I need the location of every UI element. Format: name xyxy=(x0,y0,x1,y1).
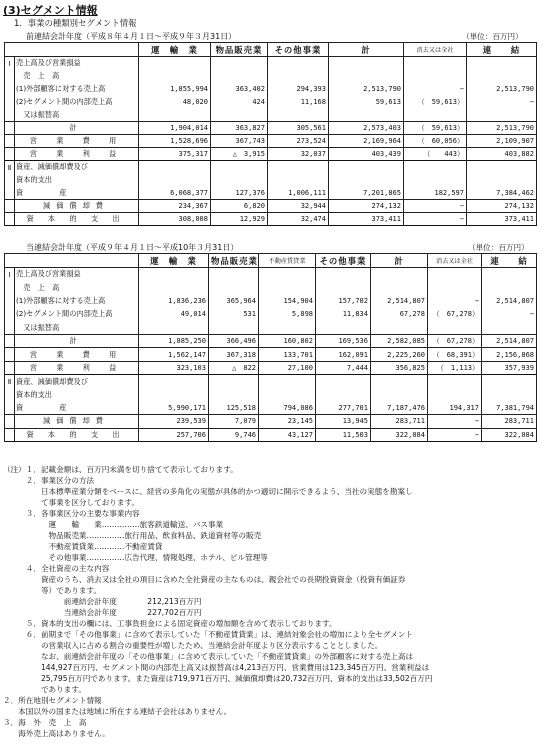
cell-value: 283,711 xyxy=(482,415,537,428)
table-row xyxy=(5,268,537,281)
row-label: (1)外部顧客に対する売上高 xyxy=(15,294,139,307)
cell-value: 367,743 xyxy=(211,135,268,148)
cell-value: − xyxy=(404,83,467,96)
section-marker xyxy=(5,348,15,361)
cell-value xyxy=(268,174,329,187)
cell-value: 7,384,462 xyxy=(467,187,537,200)
cell-value xyxy=(209,388,259,401)
section-marker xyxy=(5,415,15,428)
cell-value: （ 67,278） xyxy=(428,334,482,347)
table-row xyxy=(5,361,537,374)
note-line: なお、前連結会計年度の「その他事業」に含めて表示していた「不動産賃貸業」の外部顧客に対する売上高は xyxy=(3,652,414,661)
cell-value: 2,513,790 xyxy=(329,83,404,96)
row-label: 営 業 利 益 xyxy=(15,361,139,374)
row-label: 資 産 xyxy=(15,187,139,200)
cell-value: △ 3,915 xyxy=(211,148,268,161)
cell-value: 5,898 xyxy=(259,308,316,321)
header-blank xyxy=(5,254,139,268)
cell-value xyxy=(371,388,428,401)
cell-value: 305,561 xyxy=(268,122,329,135)
cell-value: 2,514,807 xyxy=(371,294,428,307)
cell-value: 403,439 xyxy=(329,148,404,161)
cell-value xyxy=(467,161,537,174)
cell-value: 11,168 xyxy=(268,96,329,109)
section1-period: 前連結会計年度（平成８年４月１日〜平成９年３月31日） xyxy=(26,32,237,41)
table-row xyxy=(5,334,537,347)
column-header: 計 xyxy=(371,254,428,268)
cell-value: 7,187,476 xyxy=(371,401,428,414)
cell-value: − xyxy=(482,308,537,321)
cell-value: − xyxy=(428,294,482,307)
section-marker xyxy=(5,122,15,135)
cell-value: 7,079 xyxy=(209,415,259,428)
cell-value xyxy=(259,281,316,294)
note-line: （注）１．記載金額は、百万円未満を切り捨てて表示しております。 xyxy=(3,465,238,474)
cell-value xyxy=(428,375,482,388)
cell-value xyxy=(329,174,404,187)
cell-value: 366,496 xyxy=(209,334,259,347)
cell-value: 194,317 xyxy=(428,401,482,414)
cell-value: 2,573,403 xyxy=(329,122,404,135)
row-label: 資本的支出 xyxy=(15,388,139,401)
row-label: 計 xyxy=(15,122,139,135)
section-marker: Ⅰ xyxy=(5,268,15,281)
row-label: 営 業 費 用 xyxy=(15,135,139,148)
cell-value xyxy=(467,57,537,70)
note-line: ３．各事業区分の主要な事業内容 xyxy=(3,509,140,518)
column-header: 運 輸 業 xyxy=(139,254,209,268)
cell-value: （ 67,278） xyxy=(428,308,482,321)
cell-value xyxy=(211,70,268,83)
cell-value xyxy=(428,321,482,334)
cell-value xyxy=(329,70,404,83)
cell-value: 1,006,111 xyxy=(268,187,329,200)
cell-value: 1,562,147 xyxy=(139,348,209,361)
table-row xyxy=(5,135,537,148)
note-line: 海外売上高はありません。 xyxy=(3,729,110,738)
cell-value xyxy=(139,375,209,388)
cell-value xyxy=(404,57,467,70)
cell-value xyxy=(404,161,467,174)
section1-heading: 1．事業の種類別セグメント情報 xyxy=(14,18,137,28)
cell-value xyxy=(371,321,428,334)
cell-value: − xyxy=(428,428,482,441)
cell-value: 6,820 xyxy=(211,200,268,213)
table-row xyxy=(5,174,537,187)
row-label: 資 産 xyxy=(15,401,139,414)
note-line: ６．前期まで「その他事業」に含めて表示していた「不動産賃貸業」は、連結対象会社の増加により全セグメント xyxy=(3,630,413,639)
cell-value: 67,278 xyxy=(371,308,428,321)
cell-value xyxy=(316,388,371,401)
cell-value xyxy=(259,321,316,334)
column-header: 消去又は全社 xyxy=(404,43,467,57)
cell-value: 283,711 xyxy=(371,415,428,428)
section-marker xyxy=(5,109,15,122)
cell-value xyxy=(467,70,537,83)
table-row xyxy=(5,187,537,200)
table-row xyxy=(5,388,537,401)
cell-value: （ 443） xyxy=(404,148,467,161)
table-row xyxy=(5,122,537,135)
table-row xyxy=(5,57,537,70)
cell-value xyxy=(211,57,268,70)
cell-value: − xyxy=(404,200,467,213)
cell-value xyxy=(371,375,428,388)
cell-value xyxy=(482,388,537,401)
cell-value xyxy=(139,57,211,70)
notes-block xyxy=(3,464,432,739)
cell-value xyxy=(268,70,329,83)
cell-value: 367,318 xyxy=(209,348,259,361)
cell-value: 133,701 xyxy=(259,348,316,361)
section-marker xyxy=(5,96,15,109)
cell-value xyxy=(371,268,428,281)
cell-value: 1,885,250 xyxy=(139,334,209,347)
section-marker xyxy=(5,187,15,200)
cell-value xyxy=(139,388,209,401)
cell-value xyxy=(482,281,537,294)
section-marker xyxy=(5,174,15,187)
cell-value xyxy=(316,375,371,388)
table-row xyxy=(5,148,537,161)
cell-value xyxy=(428,281,482,294)
note-line: 前連結会計年度 212,213百万円 xyxy=(3,597,202,606)
cell-value: 182,597 xyxy=(404,187,467,200)
note-line: 物品販売業……………旅行用品、飲食料品、鉄道資材等の販売 xyxy=(3,531,262,540)
cell-value xyxy=(316,281,371,294)
page-title: (3)セグメント情報 xyxy=(3,4,98,17)
cell-value: 2,156,868 xyxy=(482,348,537,361)
cell-value xyxy=(482,375,537,388)
cell-value: （ 59,613） xyxy=(404,96,467,109)
table-row xyxy=(5,83,537,96)
section1-unit: （単位：百万円） xyxy=(462,32,523,41)
cell-value: 162,091 xyxy=(316,348,371,361)
column-header: 連 結 xyxy=(467,43,537,57)
cell-value xyxy=(268,109,329,122)
column-header: 消去又は全社 xyxy=(428,254,482,268)
cell-value xyxy=(316,268,371,281)
cell-value: （ 60,056） xyxy=(404,135,467,148)
row-label: 資産、減価償却費及び xyxy=(15,161,139,174)
cell-value: 9,746 xyxy=(209,428,259,441)
cell-value xyxy=(211,161,268,174)
segment-table-curr xyxy=(4,253,537,442)
cell-value xyxy=(211,174,268,187)
cell-value xyxy=(268,161,329,174)
cell-value xyxy=(467,109,537,122)
note-line: 本国以外の国または地域に所在する連結子会社はありません。 xyxy=(3,707,232,716)
row-label: 計 xyxy=(15,334,139,347)
table-row xyxy=(5,375,537,388)
cell-value: 403,882 xyxy=(467,148,537,161)
section-marker xyxy=(5,428,15,441)
cell-value xyxy=(139,109,211,122)
note-line: ２．所在地別セグメント情報 xyxy=(3,696,102,705)
cell-value: 32,037 xyxy=(268,148,329,161)
cell-value: − xyxy=(404,213,467,226)
section-marker xyxy=(5,135,15,148)
cell-value xyxy=(209,268,259,281)
cell-value: 48,020 xyxy=(139,96,211,109)
cell-value xyxy=(329,57,404,70)
column-header: 物品販売業 xyxy=(209,254,259,268)
table-row xyxy=(5,348,537,361)
cell-value: 2,169,964 xyxy=(329,135,404,148)
cell-value: 2,513,790 xyxy=(467,122,537,135)
cell-value: 59,613 xyxy=(329,96,404,109)
note-line: 資産のうち、消去又は全社の項目に含めた全社資産の主なものは、親会社での長期投資資金（投資有価証券 xyxy=(3,575,406,584)
cell-value: 357,939 xyxy=(482,361,537,374)
cell-value xyxy=(329,109,404,122)
cell-value: 160,802 xyxy=(259,334,316,347)
table-row xyxy=(5,281,537,294)
cell-value: 373,411 xyxy=(467,213,537,226)
cell-value: 27,100 xyxy=(259,361,316,374)
cell-value: 1,855,994 xyxy=(139,83,211,96)
section-marker xyxy=(5,401,15,414)
row-label: 減価償却費 xyxy=(15,415,139,428)
cell-value: 277,701 xyxy=(316,401,371,414)
row-label: 売 上 高 xyxy=(15,70,139,83)
cell-value xyxy=(259,268,316,281)
note-line: て事業を区分しております。 xyxy=(3,498,140,507)
table-row xyxy=(5,428,537,441)
cell-value: 239,539 xyxy=(139,415,209,428)
cell-value xyxy=(316,321,371,334)
section-marker: Ⅱ xyxy=(5,161,15,174)
cell-value: （ 1,113） xyxy=(428,361,482,374)
section-marker xyxy=(5,281,15,294)
cell-value: 157,702 xyxy=(316,294,371,307)
cell-value: 424 xyxy=(211,96,268,109)
cell-value: 363,402 xyxy=(211,83,268,96)
cell-value xyxy=(482,268,537,281)
table-row xyxy=(5,308,537,321)
cell-value: 531 xyxy=(209,308,259,321)
note-line: 当連結会計年度 227,702百万円 xyxy=(3,608,202,617)
cell-value: 154,904 xyxy=(259,294,316,307)
cell-value: 2,109,907 xyxy=(467,135,537,148)
section-marker xyxy=(5,200,15,213)
table-row xyxy=(5,401,537,414)
cell-value: − xyxy=(428,415,482,428)
table-row xyxy=(5,96,537,109)
cell-value: （ 59,613） xyxy=(404,122,467,135)
note-line: 運 輸 業……………旅客鉄道輸送、バス事業 xyxy=(3,520,224,529)
cell-value: 323,103 xyxy=(139,361,209,374)
table-row xyxy=(5,109,537,122)
cell-value: 125,518 xyxy=(209,401,259,414)
cell-value xyxy=(329,161,404,174)
cell-value: 356,825 xyxy=(371,361,428,374)
section-marker xyxy=(5,213,15,226)
cell-value: 274,132 xyxy=(329,200,404,213)
cell-value: 13,945 xyxy=(316,415,371,428)
cell-value xyxy=(211,109,268,122)
column-header: 連 結 xyxy=(482,254,537,268)
section-marker xyxy=(5,148,15,161)
row-label: 売 上 高 xyxy=(15,281,139,294)
cell-value xyxy=(259,388,316,401)
cell-value: 11,503 xyxy=(316,428,371,441)
cell-value: 373,411 xyxy=(329,213,404,226)
section-marker xyxy=(5,308,15,321)
table-row xyxy=(5,70,537,83)
cell-value: 2,513,790 xyxy=(467,83,537,96)
cell-value: 1,836,236 xyxy=(139,294,209,307)
column-header: 不動産賃貸業 xyxy=(259,254,316,268)
cell-value: 32,944 xyxy=(268,200,329,213)
cell-value: 127,376 xyxy=(211,187,268,200)
note-line: 等）であります。 xyxy=(3,586,102,595)
note-line: であります。 xyxy=(3,685,86,694)
cell-value xyxy=(139,70,211,83)
cell-value: 11,834 xyxy=(316,308,371,321)
row-label: 営 業 利 益 xyxy=(15,148,139,161)
section-marker xyxy=(5,321,15,334)
table-row xyxy=(5,415,537,428)
note-line: 25,795百万円であります。また資産は719,971百万円、減価償却費は20,732百万円、資本的支出は33,502百万円 xyxy=(3,674,433,683)
section-marker xyxy=(5,388,15,401)
cell-value: 7,381,794 xyxy=(482,401,537,414)
note-line: ４．全社資産の主な内容 xyxy=(3,564,110,573)
column-header: 物品販売業 xyxy=(211,43,268,57)
cell-value: 365,964 xyxy=(209,294,259,307)
note-line: その他事業……………広告代理、情報処理、ホテル、ビル管理等 xyxy=(3,553,268,562)
cell-value xyxy=(209,375,259,388)
cell-value: 2,514,807 xyxy=(482,294,537,307)
cell-value xyxy=(428,268,482,281)
table-row xyxy=(5,200,537,213)
section-marker xyxy=(5,294,15,307)
cell-value xyxy=(139,161,211,174)
note-line: ３．海 外 売 上 高 xyxy=(3,718,87,727)
row-label: (2)セグメント間の内部売上高 xyxy=(15,308,139,321)
column-header: 運 輸 業 xyxy=(139,43,211,57)
column-header: その他事業 xyxy=(268,43,329,57)
cell-value: 294,393 xyxy=(268,83,329,96)
cell-value: 322,084 xyxy=(371,428,428,441)
cell-value: 2,514,807 xyxy=(482,334,537,347)
segment-table-prev xyxy=(4,42,537,226)
table-row xyxy=(5,161,537,174)
cell-value: 5,990,171 xyxy=(139,401,209,414)
cell-value xyxy=(268,57,329,70)
cell-value xyxy=(139,174,211,187)
note-line: 144,927百万円、セグメント間の内部売上高又は振替高は4,213百万円、営業費用は123,345百万円、営業利益は xyxy=(3,663,430,672)
row-label: (2)セグメント間の内部売上高 xyxy=(15,96,139,109)
table-row xyxy=(5,213,537,226)
row-label: 又は振替高 xyxy=(15,109,139,122)
column-header: 計 xyxy=(329,43,404,57)
cell-value: 274,132 xyxy=(467,200,537,213)
cell-value: 2,225,260 xyxy=(371,348,428,361)
cell-value: （ 68,391） xyxy=(428,348,482,361)
section-marker xyxy=(5,334,15,347)
cell-value xyxy=(139,321,209,334)
column-header: その他事業 xyxy=(316,254,371,268)
cell-value xyxy=(209,281,259,294)
section-marker xyxy=(5,83,15,96)
section-marker: Ⅰ xyxy=(5,57,15,70)
cell-value: 7,201,865 xyxy=(329,187,404,200)
cell-value: 273,524 xyxy=(268,135,329,148)
note-line: の営業収入に占める割合の重要性が増したため、当連結会計年度より区分表示することとしました。 xyxy=(3,641,383,650)
cell-value: 6,068,377 xyxy=(139,187,211,200)
cell-value: 234,367 xyxy=(139,200,211,213)
section-marker xyxy=(5,70,15,83)
section-marker xyxy=(5,361,15,374)
cell-value: 257,706 xyxy=(139,428,209,441)
cell-value: 375,317 xyxy=(139,148,211,161)
row-label: 売上高及び営業損益 xyxy=(15,268,139,281)
cell-value: 363,827 xyxy=(211,122,268,135)
row-label: (1)外部顧客に対する売上高 xyxy=(15,83,139,96)
cell-value xyxy=(482,321,537,334)
row-label: 資本的支出 xyxy=(15,174,139,187)
cell-value: 49,014 xyxy=(139,308,209,321)
cell-value: △ 822 xyxy=(209,361,259,374)
cell-value: 794,086 xyxy=(259,401,316,414)
cell-value xyxy=(139,281,209,294)
cell-value: 322,084 xyxy=(482,428,537,441)
cell-value: 12,929 xyxy=(211,213,268,226)
cell-value xyxy=(467,174,537,187)
row-label: 資 本 的 支 出 xyxy=(15,428,139,441)
row-label: 営 業 費 用 xyxy=(15,348,139,361)
cell-value: 1,528,696 xyxy=(139,135,211,148)
cell-value xyxy=(371,281,428,294)
note-line: 日本標準産業分類をベースに、経営の多角化の実態が具体的かつ適切に開示できるよう、当社の実態を勘案し xyxy=(3,487,413,496)
cell-value: − xyxy=(467,96,537,109)
cell-value xyxy=(259,375,316,388)
cell-value: 7,444 xyxy=(316,361,371,374)
cell-value xyxy=(428,388,482,401)
note-line: ２．事業区分の方法 xyxy=(3,476,95,485)
cell-value: 2,582,085 xyxy=(371,334,428,347)
row-label: 減価償却費 xyxy=(15,200,139,213)
cell-value: 43,127 xyxy=(259,428,316,441)
table-row xyxy=(5,294,537,307)
row-label: 資産、減価償却費及び xyxy=(15,375,139,388)
cell-value xyxy=(404,109,467,122)
row-label: 資 本 的 支 出 xyxy=(15,213,139,226)
table-row xyxy=(5,321,537,334)
note-line: 不動産賃貸業…………不動産賃貸 xyxy=(3,542,163,551)
section-marker: Ⅱ xyxy=(5,375,15,388)
cell-value: 23,145 xyxy=(259,415,316,428)
header-blank xyxy=(5,43,139,57)
cell-value xyxy=(139,268,209,281)
cell-value xyxy=(404,174,467,187)
row-label: 売上高及び営業損益 xyxy=(15,57,139,70)
cell-value: 169,536 xyxy=(316,334,371,347)
row-label: 又は振替高 xyxy=(15,321,139,334)
section2-unit: （単位：百万円） xyxy=(468,243,529,252)
cell-value xyxy=(209,321,259,334)
note-line: ５．資本的支出の欄には、工事負担金による固定資産の増加額を含めて表示しております。 xyxy=(3,619,337,628)
cell-value: 32,474 xyxy=(268,213,329,226)
cell-value: 1,904,014 xyxy=(139,122,211,135)
section2-period: 当連結会計年度（平成９年４月１日〜平成10年３月31日） xyxy=(26,243,239,252)
cell-value: 308,008 xyxy=(139,213,211,226)
cell-value xyxy=(404,70,467,83)
